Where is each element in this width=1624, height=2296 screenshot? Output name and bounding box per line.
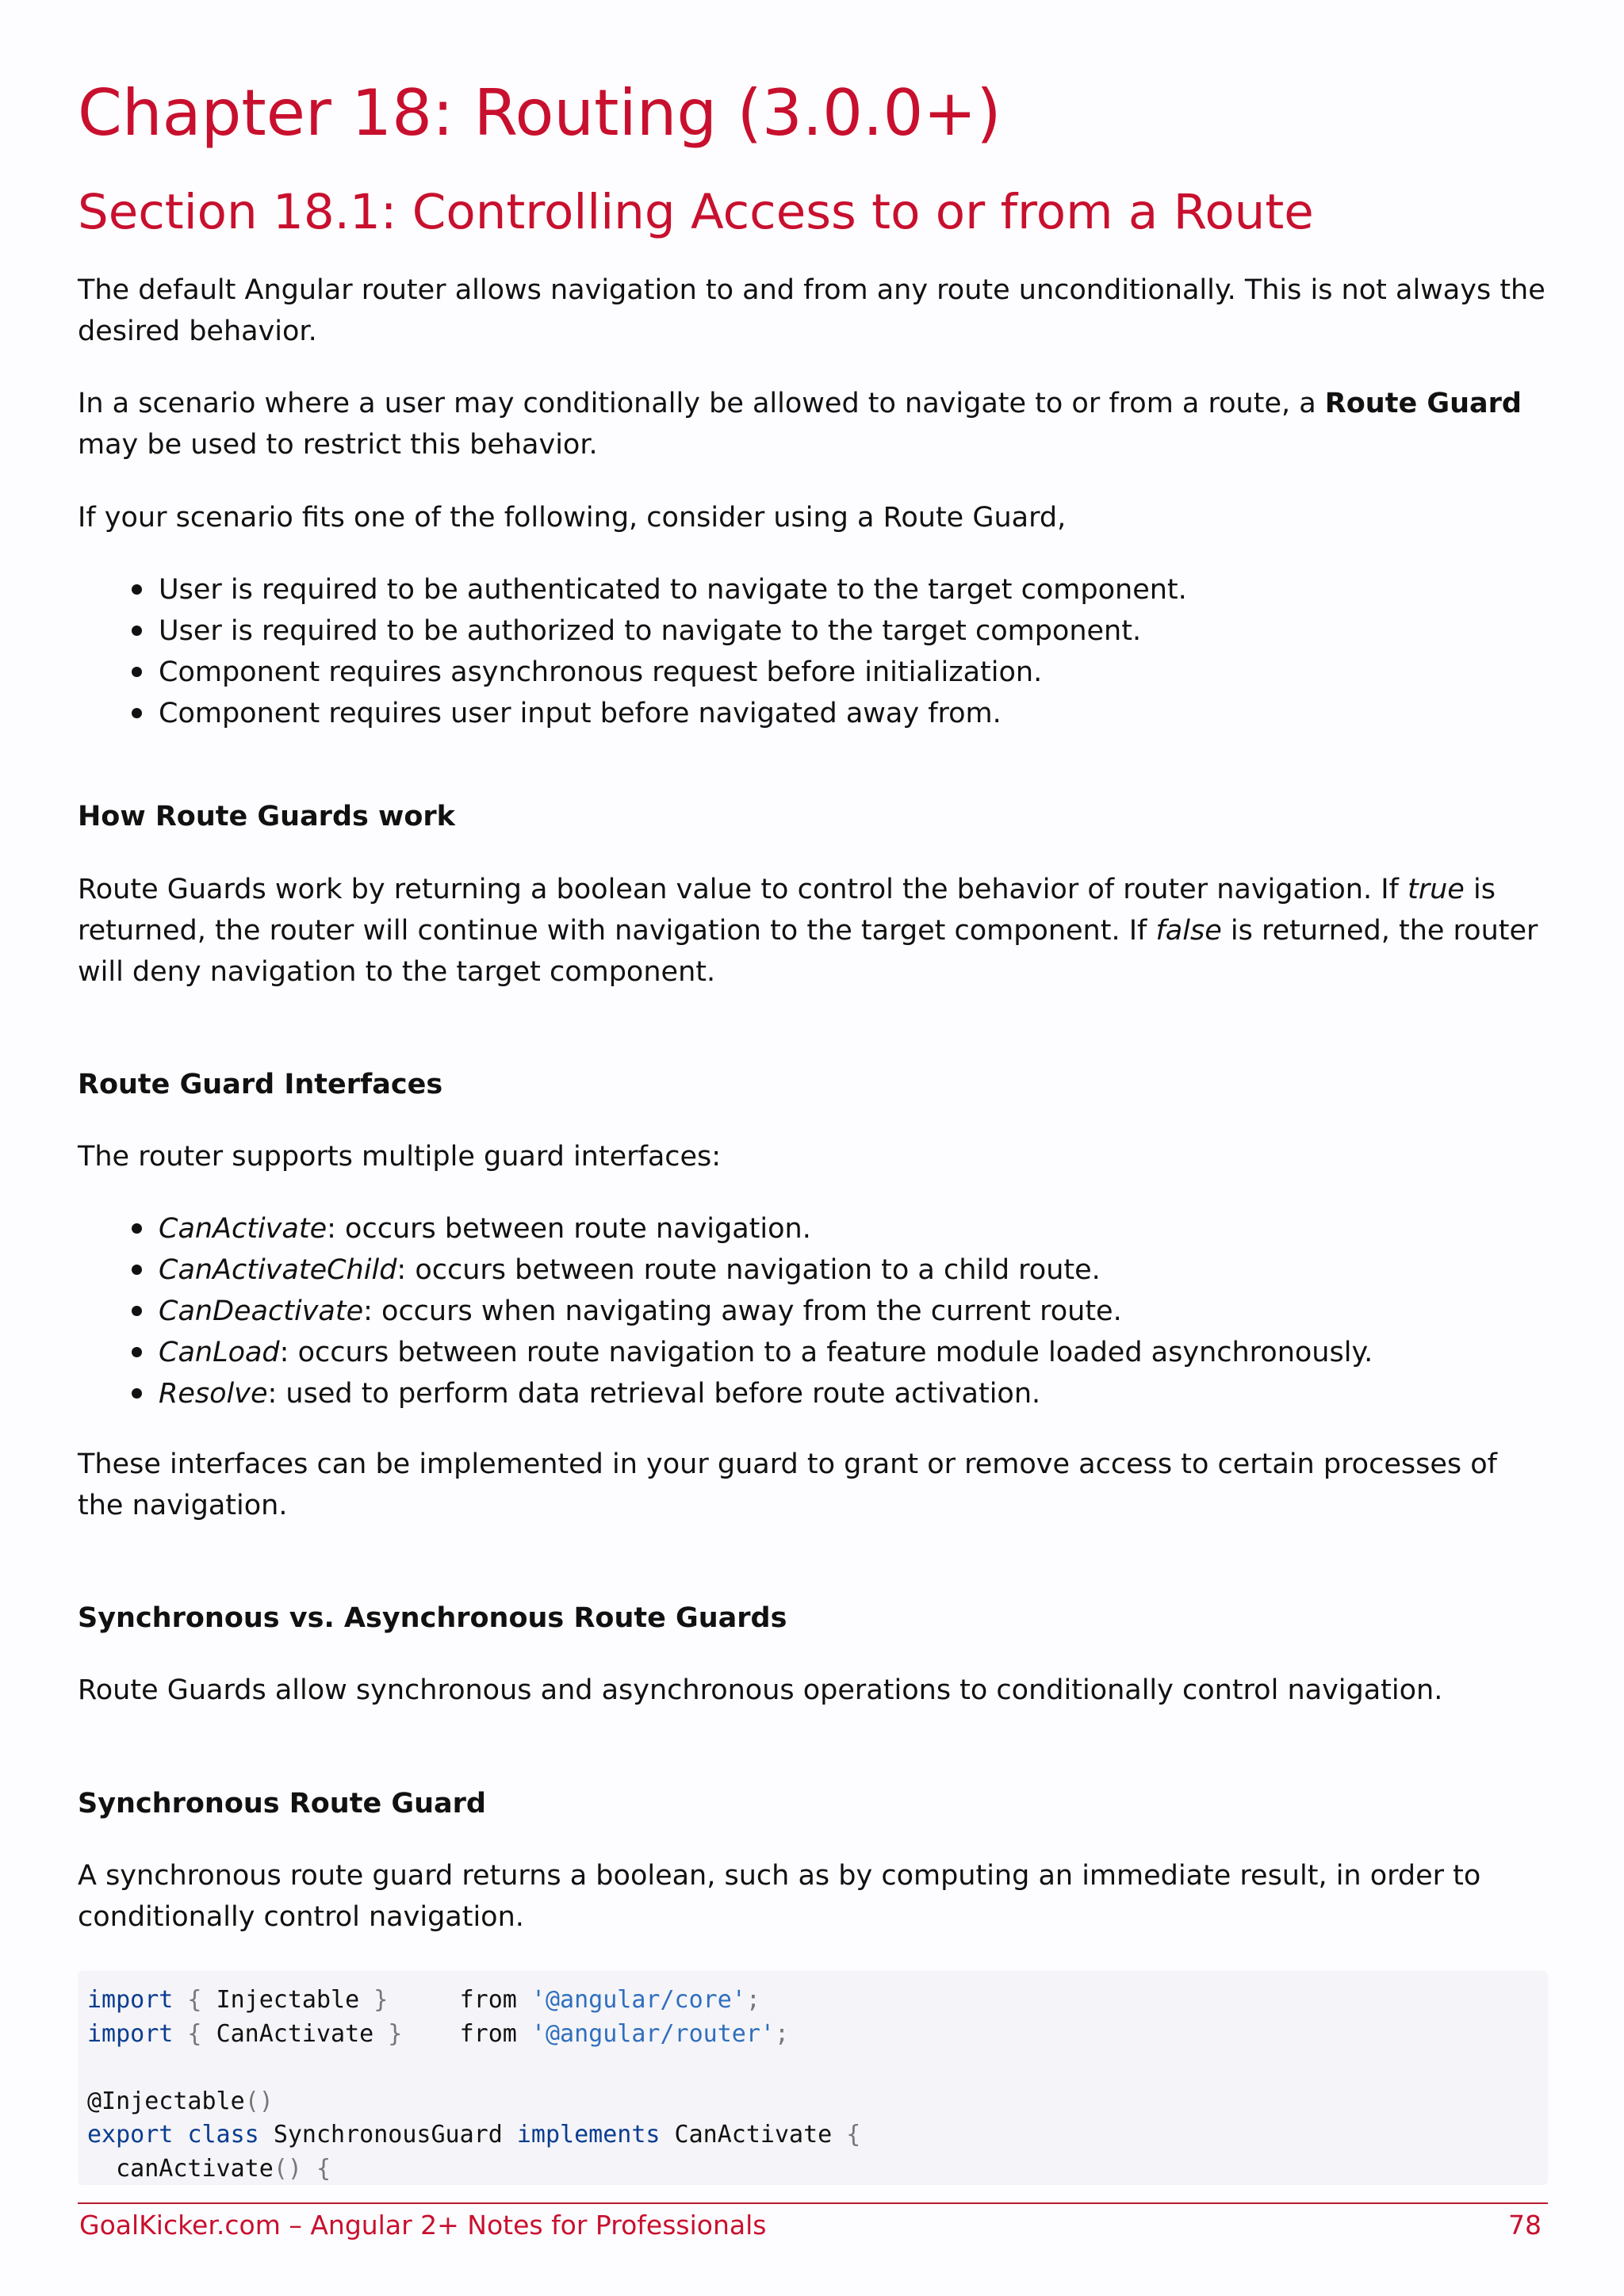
chapter-title: Chapter 18: Routing (3.0.0+) <box>78 76 1002 150</box>
false-term: false <box>1155 915 1222 947</box>
list-item: Component requires asynchronous request before initialization. <box>78 652 1187 693</box>
list-item: CanActivate: occurs between route navigation. <box>78 1208 1373 1249</box>
bullet-icon <box>132 1265 142 1275</box>
interfaces-intro: The router supports multiple guard interfaces: <box>78 1141 722 1173</box>
list-item: CanDeactivate: occurs when navigating away from the current route. <box>78 1291 1373 1332</box>
code-line: export class SynchronousGuard implements CanActivate { <box>87 2121 861 2149</box>
sync-async-heading: Synchronous vs. Asynchronous Route Guards <box>78 1602 787 1634</box>
bullet-icon <box>132 1388 142 1399</box>
code-line: import { Injectable } from '@angular/core'; <box>87 1986 760 2014</box>
bullet-icon <box>132 708 142 718</box>
bullet-icon <box>132 1306 142 1316</box>
scenario-text-after: may be used to restrict this behavior. <box>78 429 598 461</box>
sync-paragraph: A synchronous route guard returns a boolean, such as by computing an immediate result, in order to conditionally control navigation. <box>78 1860 1481 1933</box>
list-item: Resolve: used to perform data retrieval before route activation. <box>78 1373 1373 1414</box>
sync-heading: Synchronous Route Guard <box>78 1788 486 1820</box>
bullet-icon <box>132 667 142 677</box>
list-item: User is required to be authorized to navigate to the target component. <box>78 610 1187 652</box>
code-block <box>78 1971 1548 2185</box>
page-number: 78 <box>1508 2210 1542 2241</box>
list-item: Component requires user input before navigated away from. <box>78 693 1187 734</box>
bullet-icon <box>132 584 142 595</box>
intro-paragraph: The default Angular router allows navigation to and from any route unconditionally. This is not always the desired behavior. <box>78 274 1545 347</box>
sync-async-paragraph: Route Guards allow synchronous and asynchronous operations to conditionally control navigation. <box>78 1674 1443 1706</box>
route-guard-term: Route Guard <box>1324 388 1522 419</box>
scenario-text-before: In a scenario where a user may conditionally be allowed to navigate to or from a route, a <box>78 388 1325 419</box>
scenario-paragraph <box>78 383 1548 465</box>
scenario-list <box>78 569 1187 734</box>
interfaces-heading: Route Guard Interfaces <box>78 1069 443 1100</box>
list-item: CanActivateChild: occurs between route navigation to a child route. <box>78 1249 1373 1291</box>
footer-source: GoalKicker.com – Angular 2+ Notes for Professionals <box>79 2210 767 2241</box>
code-line <box>87 2051 1537 2085</box>
consider-paragraph: If your scenario fits one of the following, consider using a Route Guard, <box>78 502 1067 534</box>
bullet-icon <box>132 1223 142 1234</box>
bullet-icon <box>132 1347 142 1357</box>
bullet-icon <box>132 626 142 636</box>
section-title: Section 18.1: Controlling Access to or from a Route <box>78 184 1314 240</box>
footer-divider <box>78 2202 1548 2204</box>
how-paragraph: Route Guards work by returning a boolean value to control the behavior of router navigation. If true is returned, the router will continue with navigation to the target component. If false is returned, the router will deny navigation to the target component. <box>78 874 1538 988</box>
code-line: import { CanActivate } from '@angular/router'; <box>87 2019 790 2048</box>
interfaces-list <box>78 1208 1373 1414</box>
code-line: canActivate() { <box>116 2154 331 2183</box>
list-item: User is required to be authenticated to navigate to the target component. <box>78 569 1187 610</box>
how-heading: How Route Guards work <box>78 801 455 832</box>
true-term: true <box>1408 874 1465 905</box>
interfaces-paragraph: These interfaces can be implemented in your guard to grant or remove access to certain processes of the navigation. <box>78 1448 1497 1521</box>
list-item: CanLoad: occurs between route navigation to a feature module loaded asynchronously. <box>78 1332 1373 1373</box>
code-line: @Injectable() <box>87 2087 274 2115</box>
